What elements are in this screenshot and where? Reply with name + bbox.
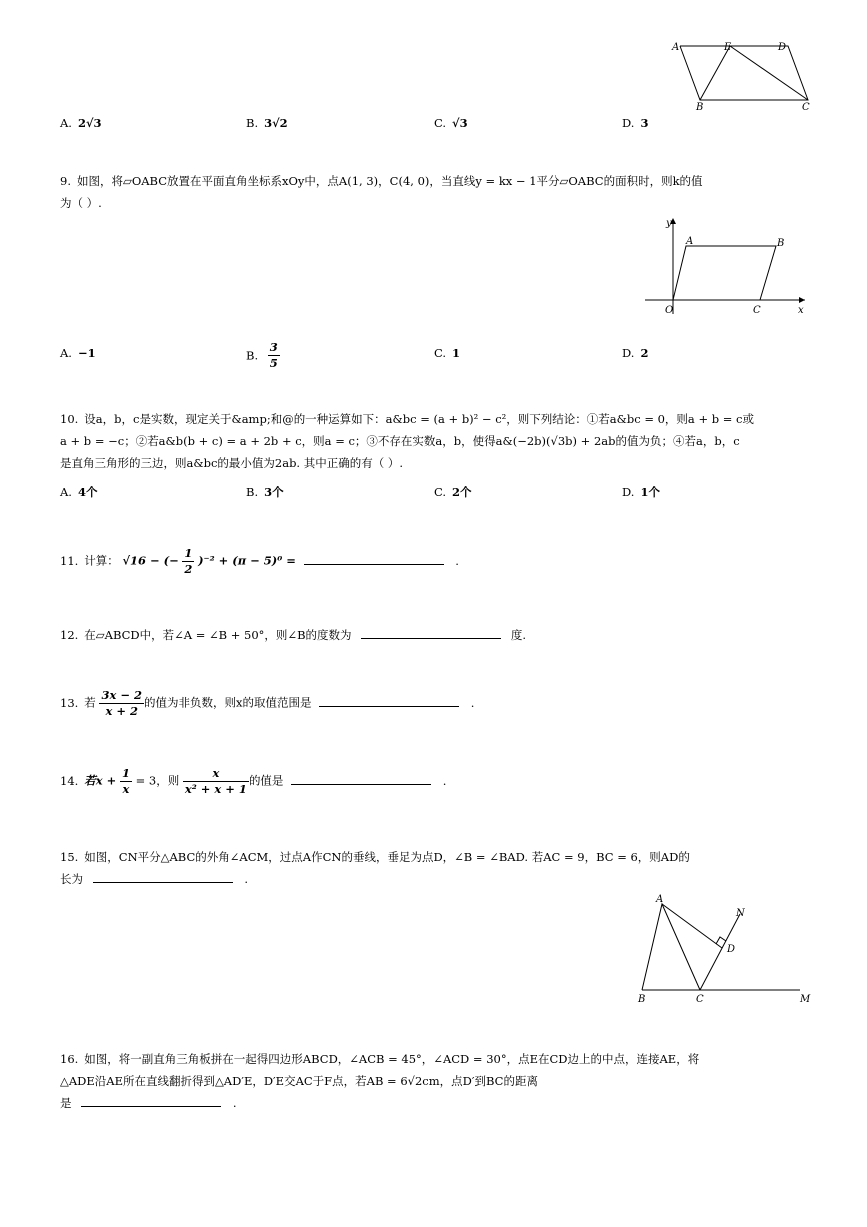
q13-answer-blank[interactable]	[319, 694, 459, 707]
q13-stem: 13. 若 $\frac{3x - 2}{x + 2}$ 的值为非负数，则x的取值范围是 .	[60, 688, 475, 718]
q8-label-D: D	[778, 42, 787, 53]
q9-option-c[interactable]: C. 1	[434, 346, 461, 360]
q8-label-E: E	[724, 42, 732, 53]
q15-figure	[630, 890, 815, 1008]
q10-option-b[interactable]: B. 3个	[246, 485, 284, 499]
q16-stem: 16. 如图，将一副直角三角板拼在一起得四边形ABCD，∠ACB = 45°，∠ACD = 30°，点E在CD边上的中点，连接AE，将 △ADE沿AE所在直线翻折得到△AD′E，D′E交AC于F点，若AB = 6√2cm，点D′到BC的距离 是 .	[60, 1052, 700, 1110]
q15-stem: 15. 如图，CN平分△ABC的外角∠ACM，过点A作CN的垂线，垂足为点D，∠B = ∠BAD. 若AC = 9，BC = 6，则AD的 长为 .	[60, 850, 690, 886]
q8-option-b[interactable]: B. 3√2	[246, 116, 288, 130]
q15-label-M: M	[800, 994, 811, 1005]
q9-label-x: x	[798, 305, 804, 316]
q8-figure	[660, 36, 820, 116]
q9-label-A: A	[686, 236, 694, 247]
q15-label-A: A	[656, 894, 664, 905]
q9-option-b[interactable]: B. $\frac{3}{5}$	[246, 340, 278, 370]
q10-option-c[interactable]: C. 2个	[434, 485, 472, 499]
q8-option-a[interactable]: A. 2√3	[60, 116, 102, 130]
q8-label-C: C	[802, 102, 810, 113]
q9-label-y: y	[666, 218, 672, 229]
q8-label-B: B	[696, 102, 704, 113]
q14-answer-blank[interactable]	[291, 772, 431, 785]
q8-option-c[interactable]: C. √3	[434, 116, 468, 130]
q9-label-O: O	[665, 305, 674, 316]
q9-stem: 9. 如图，将▱OABC放置在平面直角坐标系xOy中，点A(1, 3)，C(4, 0)，当直线y = kx − 1平分▱OABC的面积时，则k的值 为（ ）.	[60, 174, 703, 210]
q16-answer-blank[interactable]	[81, 1094, 221, 1107]
q9-figure	[640, 214, 815, 319]
q10-stem: 10. 设a，b，c是实数，现定关于&amp;和@的一种运算如下：a&bc = (a + b)² − c²，则下列结论：①若a&bc = 0，则a + b = c或 a + b = −c；②若a&b(b + c) = a + 2b + c，则a = c；③不存在实数a，b，使得a&(−2b)(√3b) + 2ab的值为负；④若a，b，c 是直角三角形的三边，则a&bc的最小值为2ab. 其中正确的有（ ）.	[60, 412, 754, 470]
q15-label-D: D	[727, 944, 736, 955]
q15-label-C: C	[696, 994, 704, 1005]
q11-stem: 11. 计算： √16 − (− $\frac{1}{2}$ )⁻² + (π − 5)⁰ = .	[60, 546, 459, 576]
q15-answer-blank[interactable]	[93, 870, 233, 883]
q10-option-a[interactable]: A. 4个	[60, 485, 98, 499]
q9-label-C: C	[753, 305, 761, 316]
q9-option-a[interactable]: A. −1	[60, 346, 96, 360]
q9-option-d[interactable]: D. 2	[622, 346, 649, 360]
q10-option-d[interactable]: D. 1个	[622, 485, 660, 499]
q8-option-d[interactable]: D. 3	[622, 116, 649, 130]
q11-answer-blank[interactable]	[304, 552, 444, 565]
q12-stem: 12. 在▱ABCD中，若∠A = ∠B + 50°，则∠B的度数为 度.	[60, 628, 526, 642]
q15-label-N: N	[736, 908, 745, 919]
q15-label-B: B	[638, 994, 646, 1005]
q9-label-B: B	[777, 238, 785, 249]
q12-answer-blank[interactable]	[361, 626, 501, 639]
q14-stem: 14. 若x + $\frac{1}{x}$ = 3，则 $\frac{x}{\text{x² + x + 1}}$ 的值是 .	[60, 766, 447, 796]
q8-label-A: A	[672, 42, 680, 53]
